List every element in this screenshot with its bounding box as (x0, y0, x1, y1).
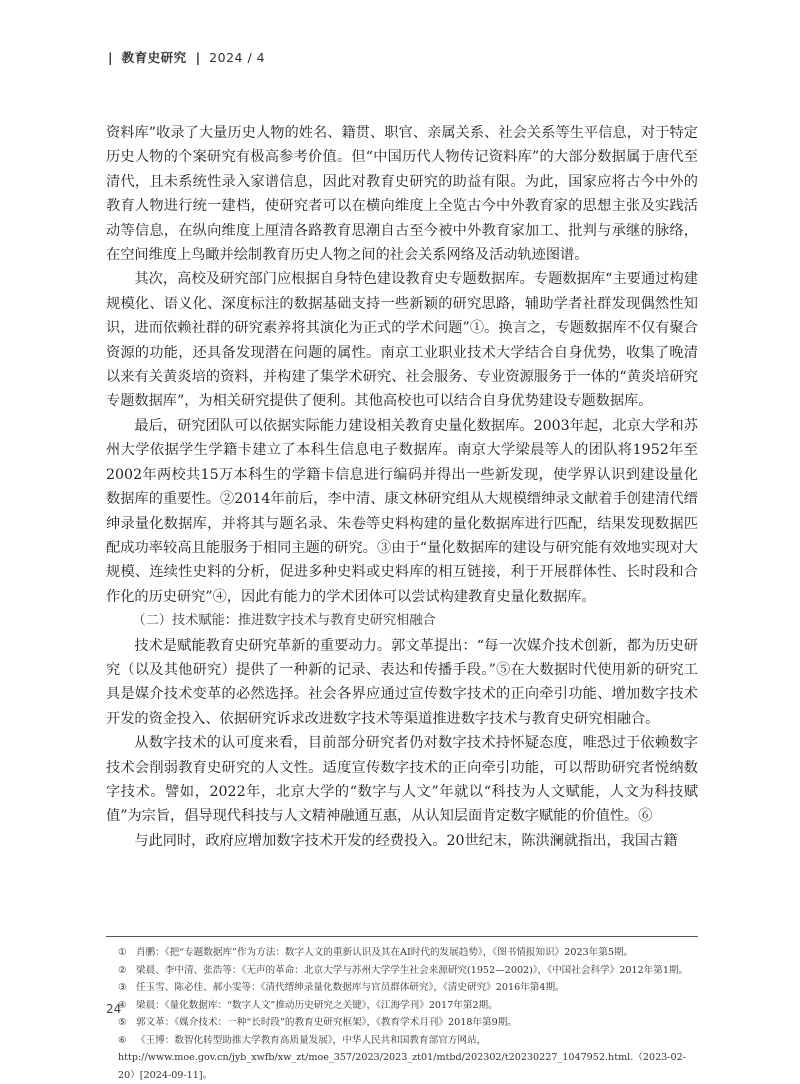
page-number: 24 (106, 1002, 121, 1016)
footnote-text: 梁晨：《量化数据库：“数字人文”推动历史研究之关键》，《江海学刊》2017年第2期。 (136, 1000, 498, 1011)
journal-title: 教育史研究 (122, 48, 187, 66)
footnote (106, 979, 698, 997)
footnote-mark: ⑤ (118, 1014, 136, 1032)
footnote (106, 997, 698, 1015)
paragraph: 最后，研究团队可以依据实际能力建设相关教育史量化数据库。2003年起，北京大学和苏州大学依据学生学籍卡建立了本科生信息电子数据库。南京大学梁晨等人的团队将1952年至2002年两校共15万本科生的学籍卡信息进行编码并得出一些新发现，使学界认识到建设量化数据库的重要性。②2014年前后，李中清、康文林研究组从大规模缙绅录文献着手创建清代缙绅录量化数据库，并将其与题名录、朱卷等史料构建的量化数据库进行匹配，结果发现数据匹配成功率较高且能服务于相同主题的研究。③由于“量化数据库的建设与研究能有效地实现对大规模、连续性史料的分析，促进多种史料或史料库的相互链接，利于开展群体性、长时段和合作化的历史研究”④，因此有能力的学术团体可以尝试构建教育史量化数据库。 (106, 414, 698, 609)
running-header (108, 48, 265, 66)
footnote-mark: ① (118, 944, 136, 962)
footnote (106, 1014, 698, 1032)
footnote-mark: ③ (118, 979, 136, 997)
footnote-text: 任玉雪、陈必佳、郝小雯等：《清代缙绅录量化数据库与官员群体研究》，《清史研究》2016年第4期。 (136, 982, 565, 993)
footnote (106, 1032, 698, 1084)
footnote-mark: ④ (118, 997, 136, 1015)
footnote (106, 944, 698, 962)
footnote-text: 《王博：数智化转型助推大学教育高质量发展》，中华人民共和国教育部官方网站，http://www.moe.gov.cn/jyb_xwfb/xw_zt/moe_357/2023/2023_zt01/mtbd/202302/t20230227_1047952.html.（2023-02-20）[2024-09-11]。 (118, 1035, 686, 1081)
footnote-mark: ② (118, 962, 136, 980)
journal-issue: 2024 / 4 (209, 50, 265, 65)
footnote-mark: ⑥ (118, 1032, 136, 1050)
footnote-text: 郭文革：《媒介技术：一种“长时段”的教育史研究框架》，《教育学术月刊》2018年第9期。 (136, 1017, 517, 1028)
paragraph: 资料库”收录了大量历史人物的姓名、籍贯、职官、亲属关系、社会关系等生平信息，对于特定历史人物的个案研究有极高参考价值。但“中国历代人物传记资料库”的大部分数据属于唐代至清代，且未系统性录入家谱信息，因此对教育史研究的助益有限。为此，国家应将古今中外的教育人物进行统一建档，使研究者可以在横向维度上全览古今中外教育家的思想主张及实践活动等信息，在纵向维度上厘清各路教育思潮自古至今被中外教育家加工、批判与承继的脉络，在空间维度上鸟瞰并绘制教育历史人物之间的社会关系网络及活动轨迹图谱。 (106, 121, 698, 267)
footnote (106, 962, 698, 980)
paragraph: 其次，高校及研究部门应根据自身特色建设教育史专题数据库。专题数据库“主要通过构建规模化、语义化、深度标注的数据基础支持一些新颖的研究思路，辅助学者社群发现偶然性知识，进而依赖社群的研究素养将其演化为正式的学术问题”①。换言之，专题数据库不仅有聚合资源的功能，还具备发现潜在问题的属性。南京工业职业技术大学结合自身优势，收集了晚清以来有关黄炎培的资料，并构建了集学术研究、社会服务、专业资源服务于一体的“黄炎培研究专题数据库”，为相关研究提供了便利。其他高校也可以结合自身优势建设专题数据库。 (106, 267, 698, 413)
paragraph: 与此同时，政府应增加数字技术开发的经费投入。20世纪末，陈洪澜就指出，我国古籍 (106, 829, 698, 853)
header-bar-left: | (108, 50, 113, 65)
footnotes (106, 934, 698, 1084)
paragraph: 从数字技术的认可度来看，目前部分研究者仍对数字技术持怀疑态度，唯恐过于依赖数字技术会削弱教育史研究的人文性。适度宣传数字技术的正向牵引功能，可以帮助研究者悦纳数字技术。譬如，2022年，北京大学的“数字与人文”年就以“科技为人文赋能，人文为科技赋值”为宗旨，倡导现代科技与人文精神融通互惠，从认知层面肯定数字赋能的价值性。⑥ (106, 731, 698, 829)
paragraph: 技术是赋能教育史研究革新的重要动力。郭文革提出：“每一次媒介技术创新，都为历史研究（以及其他研究）提供了一种新的记录、表达和传播手段。”⑤在大数据时代使用新的研究工具是媒介技术变革的必然选择。社会各界应通过宣传数字技术的正向牵引功能、增加数字技术开发的资金投入、依据研究诉求改进数字技术等渠道推进数字技术与教育史研究相融合。 (106, 634, 698, 732)
header-bar-right: | (196, 50, 201, 65)
main-text (106, 121, 698, 853)
footnote-text: 梁晨、李中清、张浩等：《无声的革命：北京大学与苏州大学学生社会来源研究(1952—2002)》，《中国社会科学》2012年第1期。 (136, 965, 688, 976)
footnote-text: 肖鹏：《把“专题数据库”作为方法：数字人文的重新认识及其在AI时代的发展趋势》，《图书情报知识》2023年第5期。 (136, 947, 633, 958)
section-subheading: （二）技术赋能：推进数字技术与教育史研究相融合 (106, 609, 698, 633)
